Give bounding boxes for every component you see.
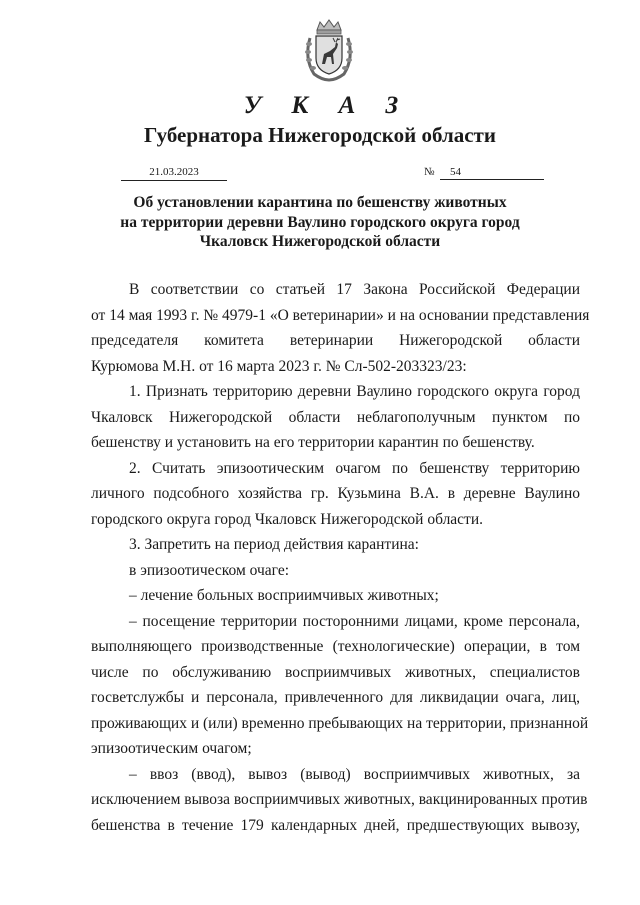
item-2-line: 2. Считать эпизоотическим очагом по бешенству территорию [129, 459, 580, 477]
issuer-heading: Губернатора Нижегородской области [144, 123, 496, 147]
bullet-2-line: выполняющего производственные (технологические) операции, в том [91, 638, 580, 655]
preamble-line: В соответствии со статьей 17 Закона Российской Федерации [129, 281, 580, 298]
preamble-line: Курюмова М.Н. от 16 марта 2023 г. № Сл-502-203323/23: [91, 357, 467, 375]
decree-body [91, 277, 590, 838]
subject-line: на территории деревни Ваулино городского округа город [120, 213, 520, 231]
bullet-2-line: числе по обслуживанию восприимчивых животных, специалистов [91, 663, 580, 681]
bullet-2-line: эпизоотическим очагом; [91, 740, 252, 757]
focus-heading: в эпизоотическом очаге: [129, 561, 290, 579]
bullet-3-line: – ввоз (ввод), вывоз (вывод) восприимчивых животных, за [129, 765, 580, 783]
bullet-2-line: госветслужбы и персонала, привлеченного для ликвидации очага, лиц, [91, 689, 580, 706]
item-1-line: 1. Признать территорию деревни Ваулино городского округа город [129, 383, 580, 400]
decree-number: 54 [440, 165, 544, 180]
bullet-3-line: исключением вывоза восприимчивых животных, вакцинированных против [91, 791, 588, 808]
item-2-line: городского округа город Чкаловск Нижегородской области. [91, 510, 484, 528]
item-3-line: 3. Запретить на период действия карантина: [129, 536, 419, 553]
bullet-2-line: проживающих и (или) временно пребывающих на территории, признанной [91, 714, 589, 732]
bullet-2-line: – посещение территории посторонними лицами, кроме персонала, [129, 612, 580, 630]
preamble-line: председателя комитета ветеринарии Нижегородской области [91, 332, 580, 349]
bullet-1-line: – лечение больных восприимчивых животных; [129, 587, 439, 604]
decree-date: 21.03.2023 [121, 165, 227, 181]
subject-line: Об установлении карантина по бешенству животных [133, 194, 507, 211]
preamble-line: от 14 мая 1993 г. № 4979-1 «О ветеринарии» и на основании представления [91, 306, 590, 324]
coat-of-arms-emblem [302, 18, 356, 82]
bullet-3-line: бешенства в течение 179 календарных дней, предшествующих вывозу, [91, 816, 580, 834]
decree-heading: У К А З [243, 92, 411, 119]
number-label: № [424, 166, 435, 178]
item-1-line: Чкаловск Нижегородской области неблагополучным пунктом по [91, 408, 580, 426]
item-1-line: бешенству и установить на его территории карантин по бешенству. [91, 434, 535, 451]
subject-line: Чкаловск Нижегородской области [199, 233, 441, 250]
decree-subject [110, 193, 530, 252]
item-2-line: личного подсобного хозяйства гр. Кузьмина В.А. в деревне Ваулино [91, 485, 580, 502]
